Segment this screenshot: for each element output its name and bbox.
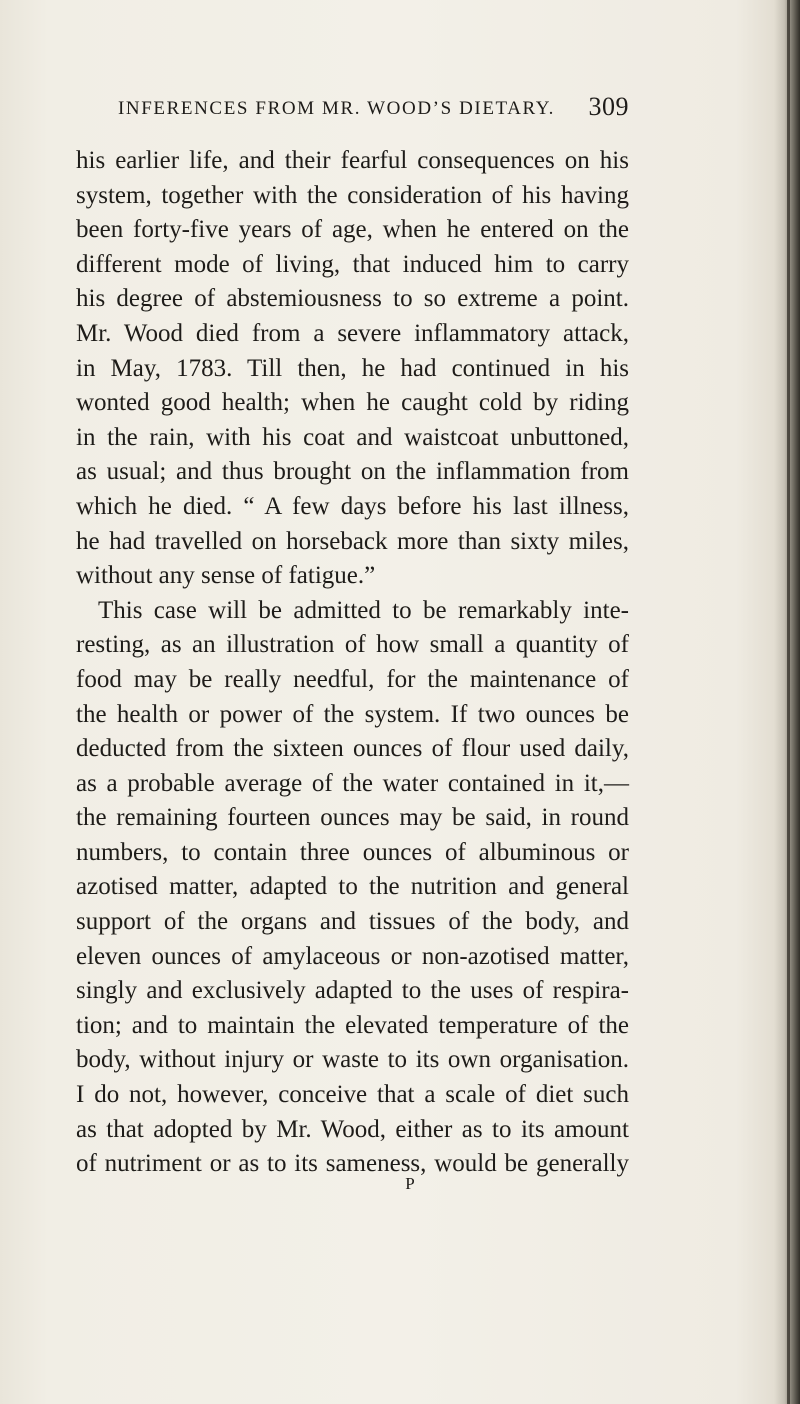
text-line: different mode of living, that induced him to carry [76, 250, 629, 278]
text-line: eleven ounces of amylaceous or non-azotised matter, [76, 942, 629, 970]
text-line: azotised matter, adapted to the nutrition and general [76, 873, 629, 901]
text-line: the remaining fourteen ounces may be said, in round [76, 804, 629, 832]
page-header [118, 92, 629, 126]
text-line: as usual; and thus brought on the inflammation from [76, 458, 629, 486]
text-line: his earlier life, and their fearful consequences on his [76, 147, 629, 174]
running-head: INFERENCES FROM MR. WOOD’S DIETARY. [118, 98, 555, 119]
text-line: the health or power of the system. If two ounces be [76, 700, 629, 728]
text-line: been forty-five years of age, when he entered on the [76, 216, 629, 244]
text-line: resting, as an illustration of how small a quantity of [76, 631, 629, 659]
text-line: he had travelled on horseback more than sixty miles, [76, 527, 629, 555]
text-line: wonted good health; when he caught cold by riding [76, 389, 629, 417]
text-line: without any sense of fatigue.” [76, 562, 376, 590]
text-line: I do not, however, conceive that a scale of diet such [76, 1081, 629, 1109]
text-line: which he died. “ A few days before his last illness, [76, 492, 629, 520]
page-number: 309 [588, 92, 629, 121]
text-line: numbers, to contain three ounces of albuminous or [76, 838, 629, 866]
text-line: system, together with the consideration of his having [76, 181, 629, 209]
text-line: his degree of abstemiousness to so extreme a point. [76, 285, 629, 313]
signature-mark: P [405, 1174, 415, 1193]
text-line: as a probable average of the water contained in it,— [76, 769, 629, 797]
text-line: of nutriment or as to its sameness, would be generally [76, 1150, 629, 1178]
text-line: in the rain, with his coat and waistcoat unbuttoned, [76, 423, 629, 451]
text-line: food may be really needful, for the maintenance of [76, 665, 629, 693]
text-line: in May, 1783. Till then, he had continued in his [76, 354, 629, 382]
text-line: singly and exclusively adapted to the uses of respira- [76, 977, 629, 1005]
text-line: tion; and to maintain the elevated temperature of the [76, 1011, 629, 1039]
text-line: deducted from the sixteen ounces of flour used daily, [76, 735, 629, 763]
text-line: Mr. Wood died from a severe inflammatory attack, [76, 319, 629, 347]
body-text [76, 144, 629, 1182]
text-line: This case will be admitted to be remarkably inte- [98, 596, 629, 624]
text-line: as that adopted by Mr. Wood, either as to its amount [76, 1115, 629, 1143]
text-line: body, without injury or waste to its own organisation. [76, 1046, 629, 1074]
text-line: support of the organs and tissues of the body, and [76, 908, 629, 936]
